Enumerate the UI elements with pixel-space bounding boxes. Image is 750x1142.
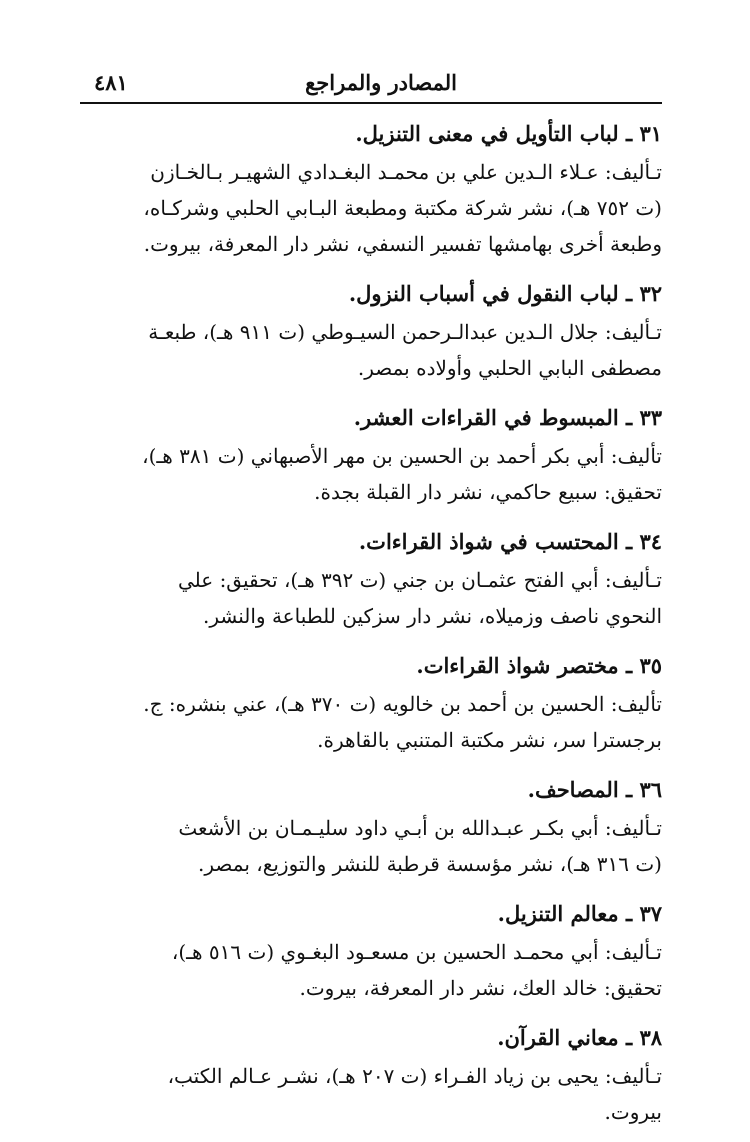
entry-body bbox=[100, 438, 662, 510]
entry-body bbox=[100, 314, 662, 386]
entry-title: ٣٥ ـ مختصر شواذ القراءات. bbox=[416, 653, 662, 678]
entry-line: تـأليف: جلال الـدين عبدالـرحمن السيـوطي (ت ٩١١ هـ)، طبعـة bbox=[148, 320, 662, 344]
entry-line: (ت ٣١٦ هـ)، نشر مؤسسة قرطبة للنشر والتوزيع، بمصر. bbox=[198, 852, 662, 876]
entry-line: (ت ٧٥٢ هـ)، نشر شركة مكتبة ومطبعة البـابي الحلبي وشركـاه، bbox=[143, 196, 662, 220]
entry-line: تأليف: الحسين بن أحمد بن خالويه (ت ٣٧٠ هـ)، عني بنشره: ج. bbox=[143, 692, 662, 716]
entry-line: وطبعة أخرى بهامشها تفسير النسفي، نشر دار المعرفة، بيروت. bbox=[143, 232, 662, 256]
entry-title: ٣٢ ـ لباب النقول في أسباب النزول. bbox=[348, 281, 662, 306]
entry-title: ٣٨ ـ معاني القرآن. bbox=[497, 1025, 662, 1050]
entry-line: تـأليف: أبي محمـد الحسين بن مسعـود البغـوي (ت ٥١٦ هـ)، bbox=[171, 940, 662, 964]
bibliography-entry bbox=[100, 522, 662, 634]
bibliography-entry bbox=[100, 398, 662, 510]
header-rule bbox=[80, 102, 662, 104]
page-header bbox=[80, 66, 662, 100]
entry-line: مصطفى البابي الحلبي وأولاده بمصر. bbox=[357, 356, 662, 380]
entry-line: تـأليف: عـلاء الـدين علي بن محمـد البغـدادي الشهيـر بـالخـازن bbox=[150, 160, 662, 184]
bibliography-entry bbox=[100, 894, 662, 1006]
entry-line: تأليف: أبي بكر أحمد بن الحسين بن مهر الأصبهاني (ت ٣٨١ هـ)، bbox=[142, 444, 662, 468]
bibliography-entry bbox=[100, 114, 662, 262]
bibliography-entry bbox=[100, 274, 662, 386]
entry-title: ٣٣ ـ المبسوط في القراءات العشر. bbox=[353, 405, 662, 430]
bibliography-entry bbox=[100, 1018, 662, 1130]
page-number: ٤٨١ bbox=[94, 70, 128, 95]
entry-body bbox=[100, 810, 662, 882]
entry-line: تحقيق: سبيع حاكمي، نشر دار القبلة بجدة. bbox=[314, 480, 662, 504]
entry-body bbox=[100, 1058, 662, 1130]
entry-line: برجسترا سر، نشر مكتبة المتنبي بالقاهرة. bbox=[317, 728, 662, 752]
bibliography-entry bbox=[100, 646, 662, 758]
entry-line: بيروت. bbox=[604, 1100, 662, 1124]
entry-line: النحوي ناصف وزميلاه، نشر دار سزكين للطباعة والنشر. bbox=[203, 604, 662, 628]
entry-line: تـأليف: أبي بكـر عبـدالله بن أبـي داود سليـمـان بن الأشعث bbox=[178, 816, 662, 840]
entry-line: تـأليف: أبي الفتح عثمـان بن جني (ت ٣٩٢ هـ)، تحقيق: علي bbox=[177, 568, 662, 592]
running-head-title: المصادر والمراجع bbox=[305, 70, 457, 95]
entry-title: ٣١ ـ لباب التأويل في معنى التنزيل. bbox=[355, 121, 662, 146]
entry-title: ٣٦ ـ المصاحف. bbox=[527, 777, 662, 802]
entry-line: تـأليف: يحيى بن زياد الفـراء (ت ٢٠٧ هـ)، نشـر عـالم الكتب، bbox=[167, 1064, 662, 1088]
entry-body bbox=[100, 686, 662, 758]
entry-title: ٣٤ ـ المحتسب في شواذ القراءات. bbox=[358, 529, 662, 554]
entry-body bbox=[100, 934, 662, 1006]
entry-title: ٣٧ ـ معالم التنزيل. bbox=[497, 901, 662, 926]
bibliography-list bbox=[100, 114, 662, 1142]
entry-line: تحقيق: خالد العك، نشر دار المعرفة، بيروت. bbox=[299, 976, 662, 1000]
bibliography-entry bbox=[100, 770, 662, 882]
entry-body bbox=[100, 562, 662, 634]
entry-body bbox=[100, 154, 662, 262]
